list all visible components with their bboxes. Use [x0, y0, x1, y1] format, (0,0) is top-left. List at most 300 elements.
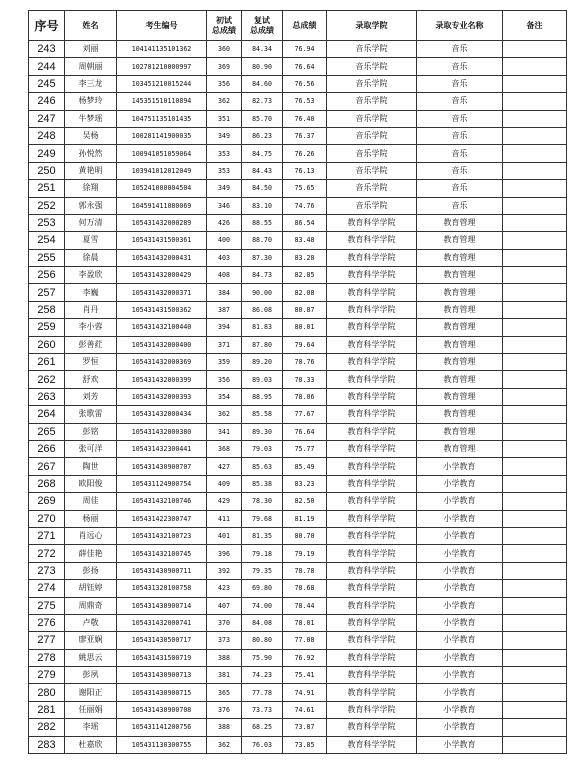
table-row: [29, 41, 567, 58]
table-row: [29, 232, 567, 249]
prelim-score-cell: 354: [207, 388, 242, 405]
exam-code-cell: 105431432000399: [117, 371, 207, 388]
college-name-cell: 教育科学学院: [327, 614, 417, 631]
table-row: [29, 162, 567, 179]
retest-score-cell: 90.00: [242, 284, 283, 301]
major-name-cell: 教育管理: [417, 354, 503, 371]
prelim-score-cell: 423: [207, 580, 242, 597]
retest-score-cell: 73.73: [242, 701, 283, 718]
remark-cell: [503, 440, 567, 457]
major-name-cell: 教育管理: [417, 284, 503, 301]
student-name-cell: 李巍: [65, 284, 117, 301]
row-number-cell: 253: [29, 214, 65, 231]
remark-cell: [503, 580, 567, 597]
header-retest: 复试 总成绩: [242, 11, 283, 41]
college-name-cell: 教育科学学院: [327, 214, 417, 231]
college-name-cell: 教育科学学院: [327, 493, 417, 510]
remark-cell: [503, 614, 567, 631]
retest-score-cell: 87.30: [242, 249, 283, 266]
row-number-cell: 251: [29, 180, 65, 197]
exam-code-cell: 105431430900713: [117, 667, 207, 684]
row-number-cell: 272: [29, 545, 65, 562]
retest-score-cell: 88.95: [242, 388, 283, 405]
remark-cell: [503, 493, 567, 510]
exam-code-cell: 105431430900714: [117, 597, 207, 614]
table-row: [29, 597, 567, 614]
table-row: [29, 527, 567, 544]
college-name-cell: 教育科学学院: [327, 562, 417, 579]
retest-score-cell: 85.63: [242, 458, 283, 475]
retest-score-cell: 86.23: [242, 127, 283, 144]
row-number-cell: 280: [29, 684, 65, 701]
college-name-cell: 教育科学学院: [327, 284, 417, 301]
college-name-cell: 教育科学学院: [327, 354, 417, 371]
total-score-cell: 85.49: [283, 458, 327, 475]
total-score-cell: 77.08: [283, 632, 327, 649]
total-score-cell: 82.50: [283, 493, 327, 510]
student-name-cell: 徐晨: [65, 249, 117, 266]
prelim-score-cell: 362: [207, 406, 242, 423]
row-number-cell: 245: [29, 75, 65, 92]
exam-code-cell: 105431432100723: [117, 527, 207, 544]
table-row: [29, 336, 567, 353]
total-score-cell: 78.78: [283, 562, 327, 579]
table-row: [29, 319, 567, 336]
student-name-cell: 夏雪: [65, 232, 117, 249]
college-name-cell: 音乐学院: [327, 197, 417, 214]
college-name-cell: 音乐学院: [327, 145, 417, 162]
retest-score-cell: 74.00: [242, 597, 283, 614]
table-row: [29, 214, 567, 231]
college-name-cell: 音乐学院: [327, 180, 417, 197]
major-name-cell: 小学教育: [417, 475, 503, 492]
remark-cell: [503, 180, 567, 197]
major-name-cell: 小学教育: [417, 545, 503, 562]
row-number-cell: 257: [29, 284, 65, 301]
prelim-score-cell: 376: [207, 701, 242, 718]
student-name-cell: 周鼎奇: [65, 597, 117, 614]
table-row: [29, 580, 567, 597]
row-number-cell: 260: [29, 336, 65, 353]
exam-code-cell: 105431432100440: [117, 319, 207, 336]
exam-code-cell: 105431430900715: [117, 684, 207, 701]
prelim-score-cell: 351: [207, 110, 242, 127]
retest-score-cell: 80.80: [242, 632, 283, 649]
retest-score-cell: 85.70: [242, 110, 283, 127]
table-row: [29, 110, 567, 127]
row-number-cell: 252: [29, 197, 65, 214]
prelim-score-cell: 353: [207, 145, 242, 162]
total-score-cell: 73.85: [283, 736, 327, 753]
total-score-cell: 82.08: [283, 284, 327, 301]
prelim-score-cell: 408: [207, 267, 242, 284]
student-name-cell: 罗恒: [65, 354, 117, 371]
table-row: [29, 301, 567, 318]
remark-cell: [503, 354, 567, 371]
exam-code-cell: 105431432000393: [117, 388, 207, 405]
exam-code-cell: 105431124900754: [117, 475, 207, 492]
major-name-cell: 小学教育: [417, 667, 503, 684]
exam-code-cell: 100281141900035: [117, 127, 207, 144]
college-name-cell: 教育科学学院: [327, 580, 417, 597]
header-code: 考生编号: [117, 11, 207, 41]
total-score-cell: 74.91: [283, 684, 327, 701]
retest-score-cell: 88.70: [242, 232, 283, 249]
retest-score-cell: 84.75: [242, 145, 283, 162]
prelim-score-cell: 373: [207, 632, 242, 649]
table-row: [29, 406, 567, 423]
table-row: [29, 249, 567, 266]
major-name-cell: 音乐: [417, 197, 503, 214]
total-score-cell: 76.37: [283, 127, 327, 144]
exam-code-cell: 105431432100745: [117, 545, 207, 562]
retest-score-cell: 74.23: [242, 667, 283, 684]
student-name-cell: 任丽娟: [65, 701, 117, 718]
college-name-cell: 教育科学学院: [327, 232, 417, 249]
student-name-cell: 李小蓉: [65, 319, 117, 336]
total-score-cell: 78.01: [283, 614, 327, 631]
retest-score-cell: 81.35: [242, 527, 283, 544]
exam-code-cell: 103941012012049: [117, 162, 207, 179]
table-row: [29, 667, 567, 684]
prelim-score-cell: 360: [207, 41, 242, 58]
row-number-cell: 261: [29, 354, 65, 371]
exam-code-cell: 105431432000400: [117, 336, 207, 353]
exam-code-cell: 105431130300755: [117, 736, 207, 753]
table-row: [29, 475, 567, 492]
total-score-cell: 76.92: [283, 649, 327, 666]
retest-score-cell: 80.90: [242, 58, 283, 75]
table-row: [29, 684, 567, 701]
student-name-cell: 肖远心: [65, 527, 117, 544]
major-name-cell: 小学教育: [417, 736, 503, 753]
major-name-cell: 音乐: [417, 145, 503, 162]
remark-cell: [503, 249, 567, 266]
row-number-cell: 270: [29, 510, 65, 527]
remark-cell: [503, 562, 567, 579]
retest-score-cell: 89.20: [242, 354, 283, 371]
major-name-cell: 教育管理: [417, 249, 503, 266]
exam-code-cell: 105431320100758: [117, 580, 207, 597]
row-number-cell: 281: [29, 701, 65, 718]
student-name-cell: 牛梦瑶: [65, 110, 117, 127]
remark-cell: [503, 58, 567, 75]
total-score-cell: 75.77: [283, 440, 327, 457]
exam-code-cell: 105431430500717: [117, 632, 207, 649]
row-number-cell: 248: [29, 127, 65, 144]
total-score-cell: 83.28: [283, 249, 327, 266]
total-score-cell: 79.19: [283, 545, 327, 562]
table-row: [29, 614, 567, 631]
student-name-cell: 黄艳明: [65, 162, 117, 179]
prelim-score-cell: 356: [207, 371, 242, 388]
header-no: 序号: [29, 11, 65, 41]
student-name-cell: 欧阳俊: [65, 475, 117, 492]
retest-score-cell: 76.03: [242, 736, 283, 753]
remark-cell: [503, 406, 567, 423]
remark-cell: [503, 162, 567, 179]
remark-cell: [503, 284, 567, 301]
prelim-score-cell: 365: [207, 684, 242, 701]
student-name-cell: 刘芳: [65, 388, 117, 405]
total-score-cell: 76.13: [283, 162, 327, 179]
major-name-cell: 小学教育: [417, 510, 503, 527]
student-name-cell: 彭扬: [65, 562, 117, 579]
total-score-cell: 79.64: [283, 336, 327, 353]
total-score-cell: 83.23: [283, 475, 327, 492]
row-number-cell: 283: [29, 736, 65, 753]
student-name-cell: 杨丽: [65, 510, 117, 527]
remark-cell: [503, 197, 567, 214]
exam-code-cell: 105431432000434: [117, 406, 207, 423]
row-number-cell: 266: [29, 440, 65, 457]
total-score-cell: 80.01: [283, 319, 327, 336]
row-number-cell: 264: [29, 406, 65, 423]
student-name-cell: 张歌雷: [65, 406, 117, 423]
remark-cell: [503, 214, 567, 231]
remark-cell: [503, 75, 567, 92]
college-name-cell: 教育科学学院: [327, 701, 417, 718]
college-name-cell: 教育科学学院: [327, 597, 417, 614]
student-name-cell: 薛佳艳: [65, 545, 117, 562]
total-score-cell: 78.06: [283, 388, 327, 405]
total-score-cell: 77.67: [283, 406, 327, 423]
table-row: [29, 719, 567, 736]
prelim-score-cell: 403: [207, 249, 242, 266]
remark-cell: [503, 475, 567, 492]
exam-code-cell: 104141135101362: [117, 41, 207, 58]
prelim-score-cell: 407: [207, 597, 242, 614]
exam-code-cell: 145351510110894: [117, 93, 207, 110]
total-score-cell: 81.19: [283, 510, 327, 527]
major-name-cell: 小学教育: [417, 597, 503, 614]
table-row: [29, 701, 567, 718]
major-name-cell: 音乐: [417, 41, 503, 58]
student-name-cell: 李瑶: [65, 719, 117, 736]
student-name-cell: 卢敬: [65, 614, 117, 631]
major-name-cell: 小学教育: [417, 632, 503, 649]
remark-cell: [503, 701, 567, 718]
college-name-cell: 教育科学学院: [327, 336, 417, 353]
remark-cell: [503, 632, 567, 649]
remark-cell: [503, 41, 567, 58]
retest-score-cell: 85.38: [242, 475, 283, 492]
college-name-cell: 音乐学院: [327, 110, 417, 127]
row-number-cell: 250: [29, 162, 65, 179]
table-row: [29, 93, 567, 110]
exam-code-cell: 105241000004504: [117, 180, 207, 197]
table-row: [29, 75, 567, 92]
retest-score-cell: 79.18: [242, 545, 283, 562]
retest-score-cell: 85.58: [242, 406, 283, 423]
major-name-cell: 小学教育: [417, 701, 503, 718]
prelim-score-cell: 359: [207, 354, 242, 371]
student-name-cell: 杨梦玲: [65, 93, 117, 110]
retest-score-cell: 79.03: [242, 440, 283, 457]
table-row: [29, 736, 567, 753]
header-total: 总成绩: [283, 11, 327, 41]
table-row: [29, 458, 567, 475]
total-score-cell: 76.53: [283, 93, 327, 110]
table-row: [29, 58, 567, 75]
exam-code-cell: 105431432000380: [117, 423, 207, 440]
student-name-cell: 谢阳正: [65, 684, 117, 701]
table-row: [29, 267, 567, 284]
exam-code-cell: 105431432000369: [117, 354, 207, 371]
exam-code-cell: 102781210000997: [117, 58, 207, 75]
college-name-cell: 音乐学院: [327, 41, 417, 58]
remark-cell: [503, 371, 567, 388]
row-number-cell: 267: [29, 458, 65, 475]
retest-score-cell: 84.60: [242, 75, 283, 92]
prelim-score-cell: 341: [207, 423, 242, 440]
retest-score-cell: 82.73: [242, 93, 283, 110]
prelim-score-cell: 426: [207, 214, 242, 231]
row-number-cell: 263: [29, 388, 65, 405]
college-name-cell: 教育科学学院: [327, 458, 417, 475]
college-name-cell: 教育科学学院: [327, 267, 417, 284]
remark-cell: [503, 388, 567, 405]
table-row: [29, 180, 567, 197]
major-name-cell: 教育管理: [417, 388, 503, 405]
row-number-cell: 268: [29, 475, 65, 492]
remark-cell: [503, 649, 567, 666]
prelim-score-cell: 394: [207, 319, 242, 336]
table-row: [29, 632, 567, 649]
prelim-score-cell: 387: [207, 301, 242, 318]
prelim-score-cell: 353: [207, 162, 242, 179]
college-name-cell: 教育科学学院: [327, 632, 417, 649]
remark-cell: [503, 127, 567, 144]
row-number-cell: 247: [29, 110, 65, 127]
remark-cell: [503, 232, 567, 249]
student-name-cell: 杜嘉欣: [65, 736, 117, 753]
retest-score-cell: 79.35: [242, 562, 283, 579]
remark-cell: [503, 684, 567, 701]
student-name-cell: 肖丹: [65, 301, 117, 318]
table-row: [29, 371, 567, 388]
total-score-cell: 78.44: [283, 597, 327, 614]
college-name-cell: 教育科学学院: [327, 684, 417, 701]
major-name-cell: 教育管理: [417, 214, 503, 231]
exam-code-cell: 105431422300747: [117, 510, 207, 527]
exam-code-cell: 105431432300441: [117, 440, 207, 457]
remark-cell: [503, 527, 567, 544]
college-name-cell: 音乐学院: [327, 162, 417, 179]
row-number-cell: 265: [29, 423, 65, 440]
table-row: [29, 649, 567, 666]
student-name-cell: 彭善荭: [65, 336, 117, 353]
table-row: [29, 145, 567, 162]
major-name-cell: 教育管理: [417, 319, 503, 336]
row-number-cell: 277: [29, 632, 65, 649]
row-number-cell: 254: [29, 232, 65, 249]
header-name: 姓名: [65, 11, 117, 41]
row-number-cell: 275: [29, 597, 65, 614]
student-name-cell: 廖亚娴: [65, 632, 117, 649]
exam-code-cell: 104591411080069: [117, 197, 207, 214]
student-name-cell: 周佳: [65, 493, 117, 510]
row-number-cell: 274: [29, 580, 65, 597]
row-number-cell: 249: [29, 145, 65, 162]
total-score-cell: 74.61: [283, 701, 327, 718]
college-name-cell: 教育科学学院: [327, 475, 417, 492]
row-number-cell: 243: [29, 41, 65, 58]
row-number-cell: 262: [29, 371, 65, 388]
row-number-cell: 269: [29, 493, 65, 510]
total-score-cell: 83.48: [283, 232, 327, 249]
exam-code-cell: 103451210015244: [117, 75, 207, 92]
prelim-score-cell: 429: [207, 493, 242, 510]
college-name-cell: 教育科学学院: [327, 371, 417, 388]
table-row: [29, 127, 567, 144]
major-name-cell: 小学教育: [417, 614, 503, 631]
table-row: [29, 493, 567, 510]
college-name-cell: 音乐学院: [327, 75, 417, 92]
prelim-score-cell: 368: [207, 440, 242, 457]
major-name-cell: 小学教育: [417, 527, 503, 544]
college-name-cell: 教育科学学院: [327, 423, 417, 440]
exam-code-cell: 105431432000371: [117, 284, 207, 301]
row-number-cell: 256: [29, 267, 65, 284]
retest-score-cell: 84.34: [242, 41, 283, 58]
remark-cell: [503, 301, 567, 318]
remark-cell: [503, 736, 567, 753]
major-name-cell: 教育管理: [417, 301, 503, 318]
total-score-cell: 73.87: [283, 719, 327, 736]
row-number-cell: 258: [29, 301, 65, 318]
retest-score-cell: 86.08: [242, 301, 283, 318]
total-score-cell: 76.26: [283, 145, 327, 162]
student-name-cell: 李三龙: [65, 75, 117, 92]
college-name-cell: 教育科学学院: [327, 719, 417, 736]
row-number-cell: 271: [29, 527, 65, 544]
exam-code-cell: 105431430900711: [117, 562, 207, 579]
retest-score-cell: 68.25: [242, 719, 283, 736]
exam-code-cell: 105431431500719: [117, 649, 207, 666]
exam-code-cell: 105431432000429: [117, 267, 207, 284]
student-name-cell: 孙悦然: [65, 145, 117, 162]
prelim-score-cell: 401: [207, 527, 242, 544]
retest-score-cell: 84.08: [242, 614, 283, 631]
prelim-score-cell: 356: [207, 75, 242, 92]
prelim-score-cell: 370: [207, 614, 242, 631]
retest-score-cell: 89.30: [242, 423, 283, 440]
row-number-cell: 255: [29, 249, 65, 266]
college-name-cell: 教育科学学院: [327, 440, 417, 457]
header-row: [29, 11, 567, 41]
retest-score-cell: 87.80: [242, 336, 283, 353]
major-name-cell: 小学教育: [417, 684, 503, 701]
student-name-cell: 胡钰婷: [65, 580, 117, 597]
remark-cell: [503, 336, 567, 353]
table-row: [29, 388, 567, 405]
retest-score-cell: 75.90: [242, 649, 283, 666]
major-name-cell: 教育管理: [417, 267, 503, 284]
major-name-cell: 教育管理: [417, 423, 503, 440]
retest-score-cell: 84.50: [242, 180, 283, 197]
major-name-cell: 教育管理: [417, 336, 503, 353]
student-name-cell: 彭夙: [65, 667, 117, 684]
remark-cell: [503, 510, 567, 527]
total-score-cell: 76.56: [283, 75, 327, 92]
major-name-cell: 音乐: [417, 75, 503, 92]
retest-score-cell: 69.80: [242, 580, 283, 597]
college-name-cell: 教育科学学院: [327, 406, 417, 423]
exam-code-cell: 105431432000431: [117, 249, 207, 266]
header-remark: 备注: [503, 11, 567, 41]
major-name-cell: 音乐: [417, 58, 503, 75]
